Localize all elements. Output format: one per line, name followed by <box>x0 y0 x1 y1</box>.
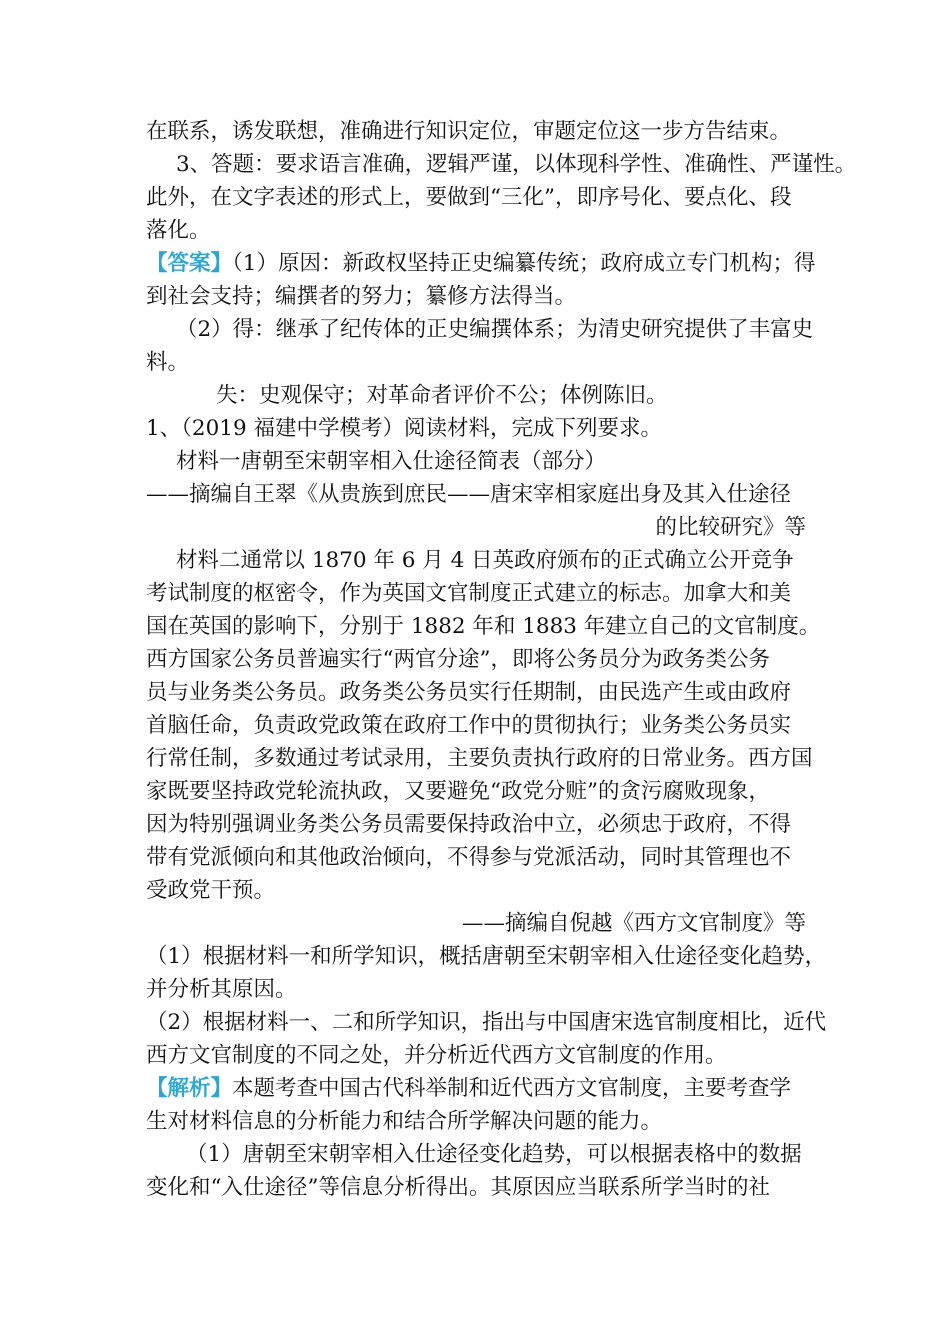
answer-tag: 【答案】 <box>146 251 233 276</box>
analysis-text: 本题考查中国古代科举制和近代西方文官制度，主要考查学 <box>232 1076 792 1101</box>
material-two-line: 国在英国的影响下，分别于 1882 年和 1883 年建立自己的文官制度。 <box>146 614 821 639</box>
analysis-tag: 【解析】 <box>146 1076 233 1101</box>
sub-question-2-cont: 西方文官制度的不同之处，并分析近代西方文官制度的作用。 <box>146 1043 727 1068</box>
answer-text: （1）原因：新政权坚持正史编纂传统；政府成立专门机构；得 <box>232 251 816 276</box>
text-line: （2）得：继承了纪传体的正史编撰体系；为清史研究提供了丰富史 <box>176 317 814 342</box>
text-line: 在联系，诱发联想，准确进行知识定位，审题定位这一步方告结束。 <box>146 119 792 144</box>
text-line: （1）唐朝至宋朝宰相入仕途径变化趋势，可以根据表格中的数据 <box>186 1142 802 1167</box>
text-line: 此外，在文字表述的形式上，要做到“三化”，即序号化、要点化、段 <box>146 185 792 210</box>
text-line: 料。 <box>146 350 190 375</box>
material-one-source: ——摘编自王翠《从贵族到庶民——唐宋宰相家庭出身及其入仕途径 <box>146 482 792 507</box>
text-line: 生对材料信息的分析能力和结合所学解决问题的能力。 <box>146 1109 663 1134</box>
sub-question-2: （2）根据材料一、二和所学知识，指出与中国唐宋选官制度相比，近代 <box>146 1010 827 1035</box>
material-two-line: 材料二通常以 1870 年 6 月 4 日英政府颁布的正式确立公开竞争 <box>176 548 794 573</box>
answer-line <box>146 247 816 280</box>
material-two-line: 因为特别强调业务类公务员需要保持政治中立，必须忠于政府，不得 <box>146 812 792 837</box>
text-line: 变化和“入仕途径”等信息分析得出。其原因应当联系所学当时的社 <box>146 1175 770 1200</box>
material-one-title: 材料一唐朝至宋朝宰相入仕途径简表（部分） <box>176 449 607 474</box>
question-title: 1、（2019 福建中学模考）阅读材料，完成下列要求。 <box>146 416 662 441</box>
text-line: 3、答题：要求语言准确，逻辑严谨，以体现科学性、准确性、严谨性。 <box>176 152 857 177</box>
document-body <box>146 115 857 1204</box>
material-two-source: ——摘编自倪越《西方文官制度》等 <box>461 911 806 936</box>
material-two-line: 首脑任命，负责政党政策在政府工作中的贯彻执行；业务类公务员实 <box>146 713 792 738</box>
material-two-line: 西方国家公务员普遍实行“两官分途”，即将公务员分为政务类公务 <box>146 647 770 672</box>
text-line: 失：史观保守；对革命者评价不公；体例陈旧。 <box>216 383 668 408</box>
sub-question-1: （1）根据材料一和所学知识，概括唐朝至宋朝宰相入仕途径变化趋势， <box>146 944 827 969</box>
material-two-line: 考试制度的枢密令，作为英国文官制度正式建立的标志。加拿大和美 <box>146 581 792 606</box>
material-two-line: 员与业务类公务员。政务类公务员实行任期制，由民选产生或由政府 <box>146 680 792 705</box>
material-two-line: 行常任制，多数通过考试录用，主要负责执行政府的日常业务。西方国 <box>146 746 813 771</box>
material-one-source-cont: 的比较研究》等 <box>655 515 806 540</box>
analysis-line <box>146 1072 806 1105</box>
material-two-line: 家既要坚持政党轮流执政，又要避免“政党分赃”的贪污腐败现象， <box>146 779 770 804</box>
text-line: 到社会支持；编撰者的努力；纂修方法得当。 <box>146 284 577 309</box>
text-line: 落化。 <box>146 218 211 243</box>
material-two-line: 受政党干预。 <box>146 878 276 903</box>
material-two-line: 带有党派倾向和其他政治倾向，不得参与党派活动，同时其管理也不 <box>146 845 792 870</box>
sub-question-1-cont: 并分析其原因。 <box>146 977 297 1002</box>
